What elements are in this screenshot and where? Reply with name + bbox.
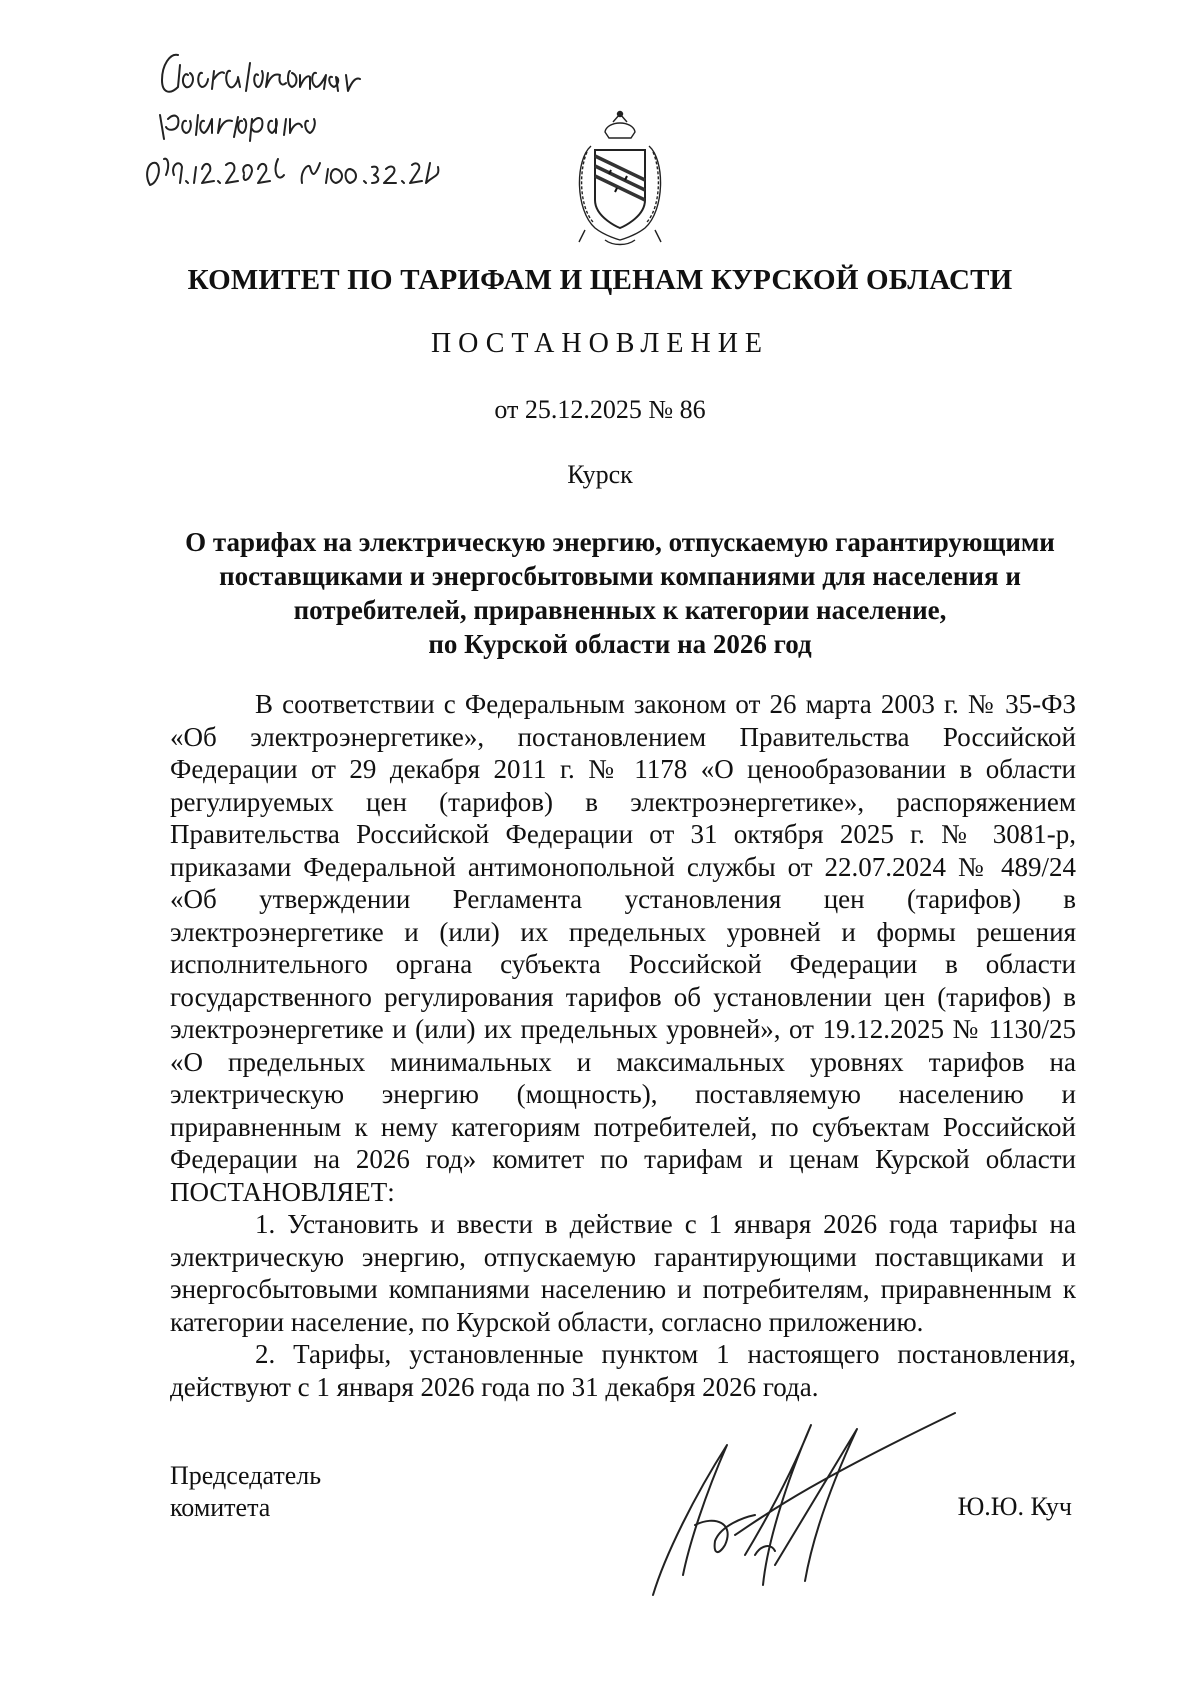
document-body [170,688,1076,1403]
subject-line: потребителей, приравненных к категории население, [293,595,947,625]
signer-position-line: Председатель [170,1461,322,1490]
subject-line: О тарифах на электрическую энергию, отпускаемую гарантирующими [185,527,1055,557]
document-date-number: от 25.12.2025 № 86 [494,395,706,424]
signer-name: Ю.Ю. Куч [957,1492,1072,1521]
body-paragraph-preamble: В соответствии с Федеральным законом от 26 марта 2003 г. № 35-ФЗ «Об электроэнергетике», постановлением Правительства Российской Федерации от 29 декабря 2011 г. № 1178 «О ценообразовании в области регулируемых цен (тарифов) в электроэнергетике», распоряжением Правительства Российской Федерации от 31 октября 2025 г. № 3081-р, приказами Федеральной антимонопольной службы от 22.07.2024 № 489/24 «Об утверждении Регламента установления цен (тарифов) в электроэнергетике и (или) их предельных уровней и формы решения исполнительного органа субъекта Российской Федерации в области государственного регулирования тарифов об установлении цен (тарифов) в электроэнергетике и (или) их предельных уровней», от 19.12.2025 № 1130/25 «О предельных минимальных и максимальных уровнях тарифов на электрическую энергию (мощность), поставляемую населению и приравненным к нему категориям потребителей, по субъектам Российской Федерации на 2026 год» комитет по тарифам и ценам Курской области ПОСТАНОВЛЯЕТ: [170,689,1076,1207]
body-paragraph-item-2: 2. Тарифы, установленные пунктом 1 настоящего постановления, действуют с 1 января 2026 года по 31 декабря 2026 года. [170,1339,1076,1402]
subject-line: поставщиками и энергосбытовыми компаниями для населения и [219,561,1021,591]
body-paragraph-item-1: 1. Установить и ввести в действие с 1 января 2026 года тарифы на электрическую энергию, отпускаемую гарантирующими поставщиками и энергосбытовыми компаниями населению и потребителям, приравненным к категории население, по Курской области, согласно приложению. [170,1209,1076,1337]
document-city: Курск [567,460,633,489]
handwritten-registration-note [140,35,580,195]
document-subject [170,525,1070,661]
signer-position-line: комитета [170,1493,271,1522]
subject-line: по Курской области на 2026 год [428,629,812,659]
handwritten-signature-icon [635,1405,965,1600]
kursk-coat-of-arms-icon [565,110,675,250]
handwritten-note-icon [140,35,580,195]
organization-title: КОМИТЕТ ПО ТАРИФАМ И ЦЕНАМ КУРСКОЙ ОБЛАСТИ [187,264,1013,296]
signer-position [170,1460,321,1524]
document-type: ПОСТАНОВЛЕНИЕ [430,328,770,359]
